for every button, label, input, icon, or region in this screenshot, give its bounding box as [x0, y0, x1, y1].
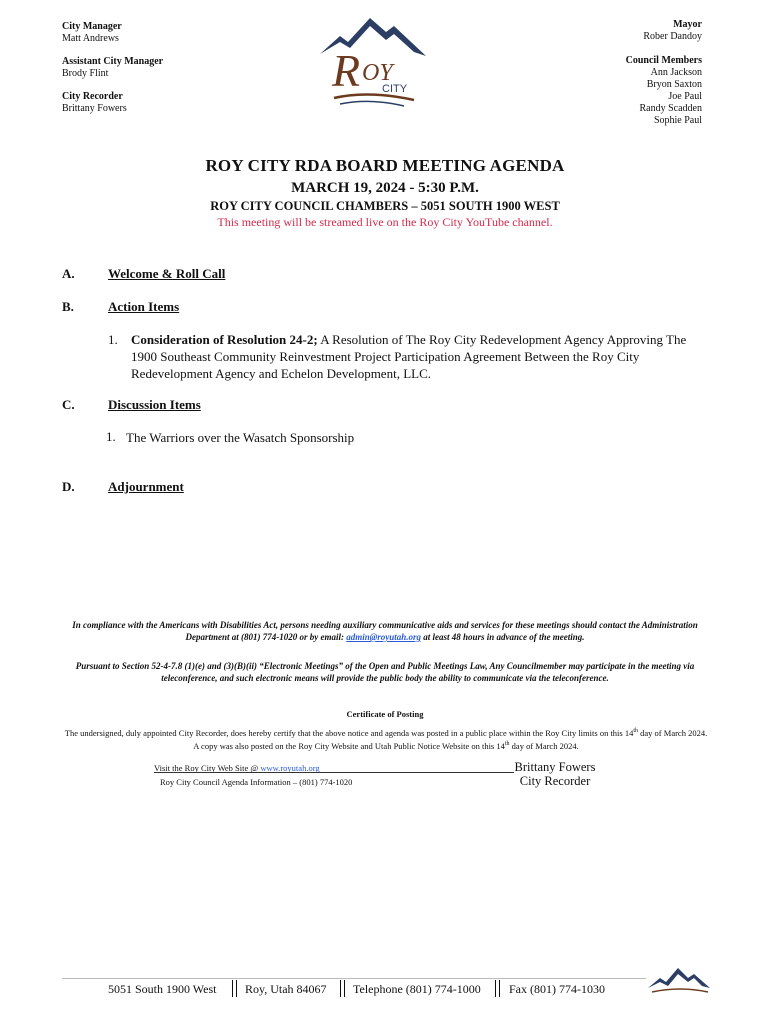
item-b1-bold: Consideration of Resolution 24-2; — [131, 332, 318, 347]
council-member: Bryon Saxton — [646, 79, 702, 90]
footer-phone: Telephone (801) 774-1000 — [353, 982, 481, 996]
section-d-letter: D. — [62, 479, 75, 494]
logo-city: CITY — [382, 83, 408, 95]
cert-text-1: The undersigned, duly appointed City Recorder, does hereby certify that the above notice and agenda was posted in a public place within the Roy City limits on this 14 — [64, 727, 634, 738]
staff-assistant-city-manager — [62, 56, 282, 80]
footer-separator — [340, 980, 345, 997]
council-title: Council Members — [625, 55, 702, 66]
ada-notice — [58, 619, 712, 643]
meeting-date: MARCH 19, 2024 - 5:30 P.M. — [291, 180, 479, 196]
agenda-title: ROY CITY RDA BOARD MEETING AGENDA — [205, 156, 565, 175]
agenda-info: Roy City Council Agenda Information – (801) 774-1020 — [160, 777, 353, 787]
staff-title: City Recorder — [62, 91, 123, 102]
staff-city-recorder — [62, 91, 282, 115]
section-b-letter: B. — [62, 299, 74, 314]
electronic-meetings-notice: Pursuant to Section 52-4-7.8 (1)(e) and (3)(B)(ii) “Electronic Meetings” of the Open and Public Meetings Law, Any Councilmember may participate in the meeting via teleconference, and such electronic means will provide the public body the ability to communicate via the teleconference. — [75, 661, 695, 683]
section-c-letter: C. — [62, 397, 75, 412]
website-link[interactable]: www.royutah.org — [260, 763, 320, 773]
cert-text-2: day of March 2024. A copy was also posted on the Roy City Website and Utah Public Notice Website on this 14 — [193, 727, 708, 751]
certificate-text — [62, 726, 710, 752]
council-member: Sophie Paul — [653, 115, 702, 126]
cert-text-3: day of March 2024. — [509, 740, 579, 751]
item-b1-text — [131, 331, 706, 382]
logo-swoosh — [334, 94, 414, 100]
section-b-title: Action Items — [108, 299, 180, 314]
section-a-title: Welcome & Roll Call — [108, 266, 226, 281]
stream-note: This meeting will be streamed live on the Roy City YouTube channel. — [217, 215, 553, 229]
council-member: Randy Scadden — [639, 103, 702, 114]
item-b1-body: A Resolution of The Roy City Redevelopment Agency Approving The 1900 Southeast Community Reinvestment Project Participation Agreement Between the Roy City Redevelopment Agency and Echelon Development, LLC. — [131, 332, 687, 381]
signer-title: City Recorder — [519, 774, 591, 788]
signer-name: Brittany Fowers — [514, 760, 596, 774]
staff-city-manager — [62, 21, 282, 45]
ada-notice-text-end: at least 48 hours in advance of the meeting. — [420, 632, 585, 642]
staff-title: Assistant City Manager — [62, 56, 164, 67]
footer-city: Roy, Utah 84067 — [245, 982, 327, 996]
section-d-title: Adjournment — [108, 479, 184, 494]
footer-address: 5051 South 1900 West — [108, 982, 217, 996]
footer-separator — [232, 980, 237, 997]
staff-name: Brody Flint — [62, 68, 109, 79]
council-block — [502, 55, 702, 127]
council-member: Ann Jackson — [650, 67, 702, 78]
staff-name: Brittany Fowers — [62, 103, 127, 114]
logo-letter-r: R — [332, 45, 361, 96]
item-c1-number: 1. — [106, 429, 116, 444]
footer-rule — [62, 978, 646, 979]
signature-rule — [154, 772, 514, 773]
roy-city-logo — [318, 14, 428, 110]
logo-letters-oy: OY — [362, 60, 393, 86]
footer-separator — [495, 980, 500, 997]
footer-fax: Fax (801) 774-1030 — [509, 982, 605, 996]
header-staff — [62, 21, 282, 126]
council-member: Joe Paul — [668, 91, 702, 102]
ada-notice-text: In compliance with the Americans with Disabilities Act, persons needing auxiliary communicative aids and services for these meetings should contact the Administration Department at (801) 774-1020 or by email: — [72, 620, 698, 642]
mayor-block — [502, 19, 702, 43]
section-a-letter: A. — [62, 266, 75, 281]
section-c-title: Discussion Items — [108, 397, 201, 412]
header-officials — [502, 19, 702, 139]
mayor-name: Rober Dandoy — [643, 31, 702, 42]
item-c1-text: The Warriors over the Wasatch Sponsorship — [126, 430, 355, 445]
meeting-location: ROY CITY COUNCIL CHAMBERS – 5051 SOUTH 1900 WEST — [210, 199, 560, 213]
footer-mountain-icon — [646, 964, 712, 996]
cert-sup-1: th — [633, 728, 639, 734]
cert-sup-2: th — [504, 740, 510, 747]
staff-title: City Manager — [62, 21, 122, 32]
mayor-title: Mayor — [673, 19, 702, 30]
ada-email-link[interactable]: admin@royutah.org — [346, 632, 421, 642]
staff-name: Matt Andrews — [62, 33, 119, 44]
website-label: Visit the Roy City Web Site @ — [154, 763, 261, 773]
item-b1-number: 1. — [108, 332, 118, 347]
logo-swoosh-2 — [340, 101, 404, 106]
certificate-title: Certificate of Posting — [346, 709, 424, 719]
